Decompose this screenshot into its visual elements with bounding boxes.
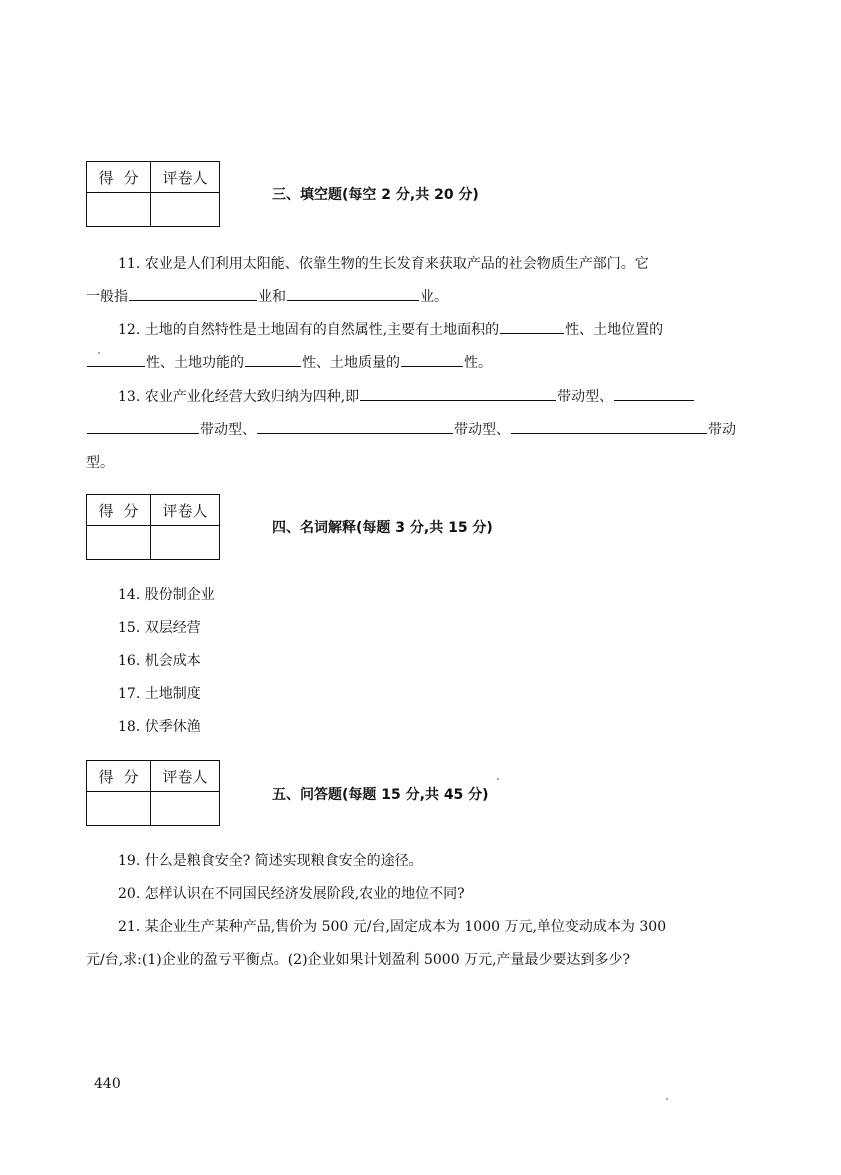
score-table-section5 xyxy=(86,760,220,826)
scan-speck xyxy=(497,778,499,780)
q12-text-d: 性、土地质量的 xyxy=(302,355,400,371)
q13-line2 xyxy=(86,419,736,439)
score-cell xyxy=(87,792,151,825)
score-header: 得分 xyxy=(87,495,151,526)
q13-text-a: 13. 农业产业化经营大致归纳为四种,即 xyxy=(118,389,360,405)
grader-header: 评卷人 xyxy=(151,761,219,792)
q12-text-c: 性、土地功能的 xyxy=(146,355,244,371)
page-number: 440 xyxy=(94,1076,121,1092)
q11-blank-1 xyxy=(129,286,257,301)
q12-text-e: 性。 xyxy=(464,355,492,371)
term-item: 14. 股份制企业 xyxy=(118,587,215,603)
q11-text-b: 业和 xyxy=(258,289,286,305)
grader-cell xyxy=(151,526,219,559)
q19: 19. 什么是粮食安全? 简述实现粮食安全的途径。 xyxy=(118,853,423,869)
grader-cell xyxy=(151,792,219,825)
q12-line2 xyxy=(86,352,492,372)
q13-text-d: 带动型、 xyxy=(454,422,510,438)
q12-blank-1 xyxy=(500,319,564,334)
section3-title: 三、填空题(每空 2 分,共 20 分) xyxy=(272,187,479,203)
score-table-section4 xyxy=(86,494,220,560)
grader-header: 评卷人 xyxy=(151,162,219,193)
q13-line3: 型。 xyxy=(86,455,114,471)
score-cell xyxy=(87,526,151,559)
term-item: 16. 机会成本 xyxy=(118,653,201,669)
term-item: 18. 伏季休渔 xyxy=(118,719,201,735)
section4-title: 四、名词解释(每题 3 分,共 15 分) xyxy=(272,520,493,536)
q12-text-a: 12. 土地的自然特性是土地固有的自然属性,主要有土地面积的 xyxy=(118,322,500,338)
q13-blank-3 xyxy=(87,419,199,434)
q11-text-c: 业。 xyxy=(420,289,448,305)
grader-cell xyxy=(151,193,219,226)
q13-text-e: 带动 xyxy=(708,422,736,438)
score-table-section3 xyxy=(86,161,220,227)
q12-text-b: 性、土地位置的 xyxy=(565,322,664,338)
grader-header: 评卷人 xyxy=(151,495,219,526)
q20: 20. 怎样认识在不同国民经济发展阶段,农业的地位不同? xyxy=(118,886,465,902)
scan-speck xyxy=(98,352,100,354)
score-cell xyxy=(87,193,151,226)
q13-line1 xyxy=(118,386,695,406)
q11-text-a: 一般指 xyxy=(86,289,128,305)
q13-blank-1 xyxy=(360,386,556,401)
q13-blank-4 xyxy=(257,419,453,434)
q12-blank-2 xyxy=(87,352,145,367)
q12-line1 xyxy=(118,319,663,339)
q12-blank-4 xyxy=(401,352,463,367)
scan-speck xyxy=(666,1098,668,1100)
term-item: 15. 双层经营 xyxy=(118,620,201,636)
q21-line2: 元/台,求:(1)企业的盈亏平衡点。(2)企业如果计划盈利 5000 万元,产量最少要达到多少? xyxy=(86,952,631,968)
q13-text-c: 带动型、 xyxy=(200,422,256,438)
q11-line1: 11. 农业是人们利用太阳能、依靠生物的生长发育来获取产品的社会物质生产部门。它 xyxy=(118,256,649,272)
q13-text-b: 带动型、 xyxy=(557,389,614,405)
q13-blank-5 xyxy=(511,419,707,434)
section5-title: 五、问答题(每题 15 分,共 45 分) xyxy=(272,787,489,803)
q11-line2 xyxy=(86,286,448,306)
q13-blank-2 xyxy=(614,386,694,401)
q21-line1: 21. 某企业生产某种产品,售价为 500 元/台,固定成本为 1000 万元,单位变动成本为 300 xyxy=(118,919,667,935)
score-header: 得分 xyxy=(87,761,151,792)
q12-blank-3 xyxy=(245,352,301,367)
score-header: 得分 xyxy=(87,162,151,193)
term-item: 17. 土地制度 xyxy=(118,686,201,702)
q11-blank-2 xyxy=(287,286,419,301)
